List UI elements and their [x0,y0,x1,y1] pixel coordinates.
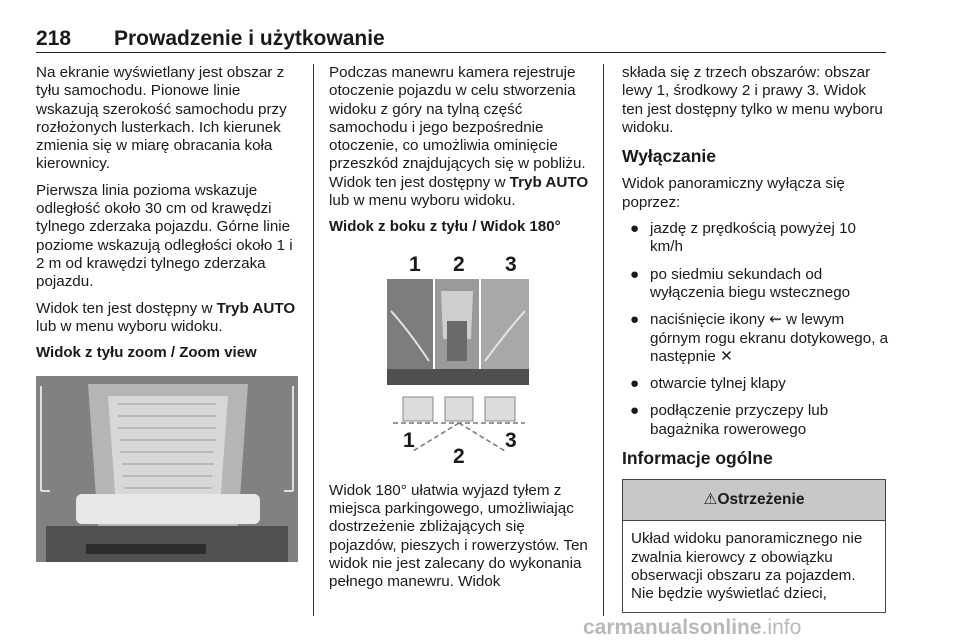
figure-label-2: 2 [453,252,465,276]
text: lub w menu wyboru widoku. [36,317,223,335]
warning-icon: ⚠ [703,491,718,509]
figure-label-2-bottom: 2 [453,444,465,466]
rear-180-view-figure [329,251,594,466]
warning-title: Ostrzeżenie [717,491,805,509]
text: Widok ten jest dostępny w [36,299,217,317]
list-item [622,266,890,303]
list-item [622,311,890,366]
bullet-list [622,220,890,439]
figure-label-3-bottom: 3 [505,428,517,452]
figure-label-3: 3 [505,252,517,276]
warning-header [623,480,885,521]
list-item [622,220,890,257]
list-item [622,375,890,393]
watermark-tld: .info [761,616,802,639]
text: Podczas manewru kamera rejestruje otoczenie pojazdu w celu stworzenia widoku z góry na tylną część samochodu i jego bezpośrednie otoczenie, co umożliwia ominięcie przeszkód znajdujących się w pobliżu. Widok ten jest dostępny w [329,64,586,191]
paragraph [36,300,304,337]
list-item-text: naciśnięcie ikony ⇜ w lewym górnym rogu ekranu dotykowego, a następnie ✕ [650,311,889,365]
section-heading-info: Informacje ogólne [622,448,773,469]
page-title: Prowadzenie i użytkowanie [114,27,385,50]
warning-text: Układ widoku panoramicznego nie zwalnia kierowcy z obowiązku obserwacji obszaru za pojazdem. Nie będzie wyświetlać dzieci, [631,530,863,603]
paragraph: Na ekranie wyświetlany jest obszar z tyłu samochodu. Pionowe linie wskazują szerokość samochodu przy rozłożonych lusterkach. Ich kierunek zmienia się w miarę obracania koła kierownicy. [36,64,287,173]
bullet-icon: ● [630,265,640,283]
bold-term: Tryb AUTO [509,173,589,191]
bold-term: Tryb AUTO [216,299,296,317]
list-item-text: podłączenie przyczepy lub bagażnika rowerowego [650,402,829,438]
bullet-icon: ● [630,402,640,420]
paragraph: Pierwsza linia pozioma wskazuje odległość około 30 cm od krawędzi tylnego zderzaka pojazdu. Górne linie poziome wskazują odległości około 1 i 2 m od krawędzi tylnego zderzaka pojazdu. [36,181,293,291]
column-divider [313,64,314,616]
figure-label-1-bottom: 1 [403,428,415,452]
column-right [622,64,890,613]
watermark-text: carmanualsonline [583,616,762,639]
bullet-icon: ● [630,375,640,393]
list-item [622,402,890,439]
paragraph: składa się z trzech obszarów: obszar lewy 1, środkowy 2 i prawy 3. Widok ten jest dostępny tylko w menu wyboru widoku. [622,64,883,136]
list-item-text: jazdę z prędkością powyżej 10 km/h [650,220,856,256]
page-header [36,28,886,53]
paragraph [329,64,594,210]
zoom-view-figure [36,376,298,562]
paragraph: Widok 180° ułatwia wyjazd tyłem z miejsca parkingowego, umożliwiając dostrzeżenie zbliżających się pojazdów, pieszych i rowerzystów. Ten widok nie jest zalecany do wykonania pełnego manewru. Widok [329,481,588,591]
bullet-icon: ● [630,311,640,329]
list-item-text: otwarcie tylnej klapy [650,375,786,393]
section-subheading: Widok z tyłu zoom / Zoom view [36,344,257,362]
column-divider [603,64,604,616]
list-item-text: po siedmiu sekundach od wyłączenia biegu wstecznego [650,265,851,301]
text: lub w menu wyboru widoku. [329,192,516,210]
page-number: 218 [36,27,72,50]
figure-label-1: 1 [409,252,421,276]
column-left [36,64,304,562]
warning-box [622,479,886,612]
bullet-icon: ● [630,220,640,238]
section-subheading: Widok z boku z tyłu / Widok 180° [329,218,561,236]
footer-watermark [583,616,801,640]
section-heading-off: Wyłączanie [622,146,717,167]
paragraph: Widok panoramiczny wyłącza się poprzez: [622,175,845,211]
column-middle [329,64,594,599]
